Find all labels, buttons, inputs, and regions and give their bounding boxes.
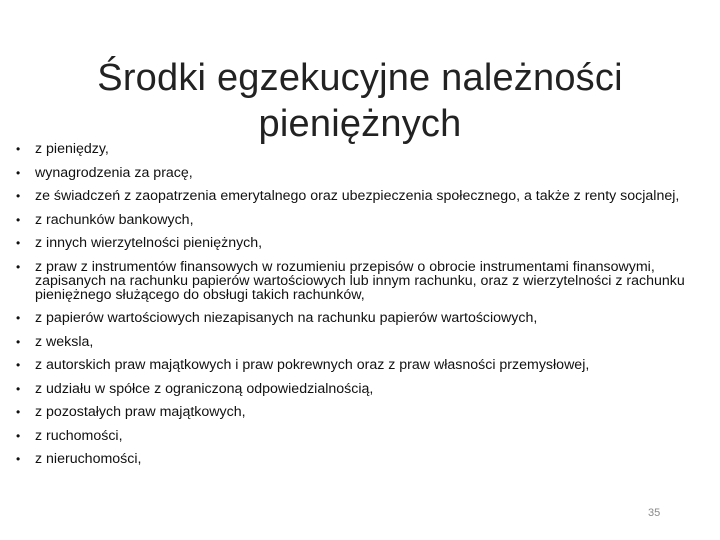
slide-title: Środki egzekucyjne należności pieniężnych	[97, 57, 623, 146]
bullet-list	[14, 142, 706, 476]
list-item	[14, 142, 706, 156]
list-item	[14, 166, 706, 180]
list-item	[14, 358, 706, 372]
list-item	[14, 382, 706, 396]
bullet-icon: •	[16, 236, 21, 250]
list-item-text: wynagrodzenia za pracę,	[35, 164, 193, 181]
bullet-icon: •	[16, 405, 21, 419]
bullet-icon: •	[16, 259, 21, 274]
list-item-text: z weksla,	[35, 333, 94, 350]
list-item	[14, 236, 706, 250]
list-item-text: z praw z instrumentów finansowych w rozumieniu przepisów o obrocie instrumentami finansowymi, zapisanych na rachunku papierów wartościowych lub innym rachunku, oraz z wierzytelności z rachunku pieniężnego służącego do obsługi takich rachunków,	[35, 258, 685, 303]
list-item	[14, 405, 706, 419]
bullet-icon: •	[16, 381, 21, 396]
bullet-icon: •	[16, 452, 21, 466]
bullet-icon: •	[16, 311, 21, 325]
list-item	[14, 452, 706, 466]
bullet-icon: •	[16, 142, 21, 156]
list-item-text: z autorskich praw majątkowych i praw pokrewnych oraz z praw własności przemysłowej,	[35, 357, 590, 373]
list-item-text: z ruchomości,	[35, 427, 123, 444]
bullet-icon: •	[16, 189, 21, 203]
list-item	[14, 213, 706, 227]
list-item-text: z udziału w spółce z ograniczoną odpowiedzialnością,	[35, 380, 374, 397]
bullet-icon: •	[16, 212, 21, 227]
list-item	[14, 311, 706, 325]
bullet-icon: •	[16, 165, 21, 180]
list-item-text: z papierów wartościowych niezapisanych na rachunku papierów wartościowych,	[35, 310, 538, 326]
list-item-text: z innych wierzytelności pieniężnych,	[35, 235, 263, 251]
list-item	[14, 189, 706, 203]
list-item-text: z rachunków bankowych,	[35, 211, 194, 228]
list-item-text: ze świadczeń z zaopatrzenia emerytalnego oraz ubezpieczenia społecznego, a także z renty socjalnej,	[35, 188, 680, 204]
slide-number: 35	[648, 507, 661, 519]
bullet-icon: •	[16, 358, 21, 372]
list-item	[14, 260, 706, 302]
list-item	[14, 429, 706, 443]
list-item-text: z pozostałych praw majątkowych,	[35, 404, 246, 420]
list-item-text: z pieniędzy,	[35, 141, 109, 157]
bullet-icon: •	[16, 428, 21, 443]
list-item	[14, 335, 706, 349]
list-item-text: z nieruchomości,	[35, 451, 142, 467]
bullet-icon: •	[16, 334, 21, 349]
